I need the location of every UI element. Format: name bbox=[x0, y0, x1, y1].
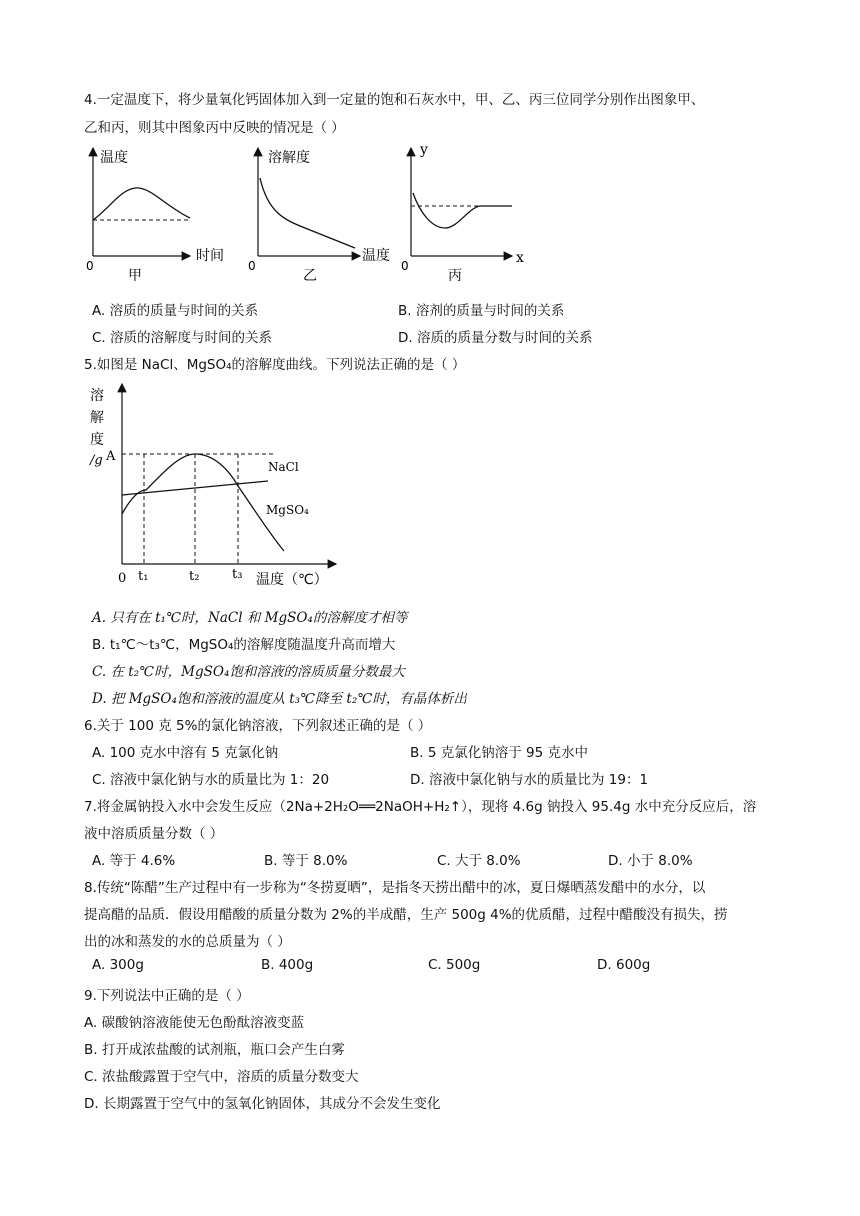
q5-option-b[interactable]: B. t₁℃～t₃℃，MgSO₄的溶解度随温度升高而增大 bbox=[92, 637, 396, 653]
q4-option-b[interactable]: B. 溶剂的质量与时间的关系 bbox=[398, 303, 565, 319]
jia-origin: 0 bbox=[86, 259, 94, 273]
q9-option-c[interactable]: C. 浓盐酸露置于空气中，溶质的质量分数变大 bbox=[84, 1069, 359, 1085]
q6-option-d[interactable]: D. 溶液中氯化钠与水的质量比为 19：1 bbox=[410, 772, 649, 788]
q4-stem-line2: 乙和丙，则其中图象丙中反映的情况是（ ） bbox=[84, 120, 345, 136]
y-label-char-1: 溶 bbox=[90, 388, 104, 404]
q8-option-c[interactable]: C. 500g bbox=[428, 957, 481, 973]
q5-option-c[interactable]: C. 在 t₂℃时，MgSO₄饱和溶液的溶质质量分数最大 bbox=[92, 664, 405, 680]
yi-curve bbox=[260, 178, 355, 248]
q7-option-c[interactable]: C. 大于 8.0% bbox=[437, 853, 521, 869]
y-tick-a: A bbox=[106, 449, 116, 464]
q4-stem-line1: 4.一定温度下，将少量氧化钙固体加入到一定量的饱和石灰水中，甲、乙、丙三位同学分别作出图象甲、 bbox=[84, 92, 705, 108]
y-unit: /g bbox=[90, 453, 103, 468]
q9-option-d[interactable]: D. 长期露置于空气中的氢氧化钠固体，其成分不会发生变化 bbox=[84, 1096, 441, 1112]
q9-option-b[interactable]: B. 打开成浓盐酸的试剂瓶，瓶口会产生白雾 bbox=[84, 1042, 345, 1058]
jia-caption: 甲 bbox=[128, 268, 142, 284]
y-label-char-2: 解 bbox=[90, 410, 104, 426]
fig-jia bbox=[86, 148, 224, 284]
jia-curve bbox=[93, 188, 190, 220]
q5-option-a[interactable]: A. 只有在 t₁℃时，NaCl 和 MgSO₄的溶解度才相等 bbox=[92, 610, 408, 626]
q4-option-a[interactable]: A. 溶质的质量与时间的关系 bbox=[92, 303, 259, 319]
fig-bing bbox=[401, 142, 524, 284]
q9-option-a[interactable]: A. 碳酸钠溶液能使无色酚酞溶液变蓝 bbox=[84, 1015, 305, 1031]
bing-ylabel: y bbox=[420, 142, 428, 158]
series-label-nacl: NaCl bbox=[268, 460, 299, 474]
q5-solubility-chart bbox=[84, 378, 344, 592]
mgso4-curve bbox=[122, 454, 284, 551]
jia-ylabel: 温度 bbox=[100, 150, 128, 166]
q6-option-c[interactable]: C. 溶液中氯化钠与水的质量比为 1：20 bbox=[92, 772, 330, 788]
q4-figures bbox=[80, 138, 540, 288]
q4-option-c[interactable]: C. 溶质的溶解度与时间的关系 bbox=[92, 330, 273, 346]
x-tick-t3: t₃ bbox=[232, 567, 243, 582]
yi-caption: 乙 bbox=[303, 268, 317, 284]
q5-stem: 5.如图是 NaCl、MgSO₄的溶解度曲线。下列说法正确的是（ ） bbox=[84, 357, 466, 373]
q4-option-d[interactable]: D. 溶质的质量分数与时间的关系 bbox=[398, 330, 593, 346]
jia-xlabel: 时间 bbox=[196, 248, 224, 264]
q6-option-b[interactable]: B. 5 克氯化钠溶于 95 克水中 bbox=[410, 745, 588, 761]
q6-option-a[interactable]: A. 100 克水中溶有 5 克氯化钠 bbox=[92, 745, 279, 761]
bing-curve bbox=[413, 193, 512, 228]
q8-option-b[interactable]: B. 400g bbox=[261, 957, 314, 973]
yi-origin: 0 bbox=[248, 259, 256, 273]
q8-option-a[interactable]: A. 300g bbox=[92, 957, 144, 973]
x-tick-t2: t₂ bbox=[189, 569, 200, 584]
x-tick-t1: t₁ bbox=[138, 569, 149, 584]
q7-option-b[interactable]: B. 等于 8.0% bbox=[264, 853, 348, 869]
yi-xlabel: 温度 bbox=[362, 248, 390, 264]
q8-stem-line3: 出的冰和蒸发的水的总质量为（ ） bbox=[84, 934, 291, 950]
q8-stem-line1: 8.传统“陈醋”生产过程中有一步称为“冬捞夏晒”，是指冬天捞出醋中的冰，夏日爆晒蒸发醋中的水分，以 bbox=[84, 880, 706, 896]
q7-stem-line1: 7.将金属钠投入水中会发生反应（2Na+2H₂O══2NaOH+H₂↑），现将 4.6g 钠投入 95.4g 水中充分反应后，溶 bbox=[84, 799, 757, 815]
q7-option-a[interactable]: A. 等于 4.6% bbox=[92, 853, 176, 869]
q8-option-d[interactable]: D. 600g bbox=[597, 957, 651, 973]
q9-stem: 9.下列说法中正确的是（ ） bbox=[84, 988, 250, 1004]
q8-stem-line2: 提高醋的品质．假设用醋酸的质量分数为 2%的半成醋，生产 500g 4%的优质醋，过程中醋酸没有损失，捞 bbox=[84, 907, 728, 923]
y-label-char-3: 度 bbox=[90, 432, 104, 448]
q7-option-d[interactable]: D. 小于 8.0% bbox=[608, 853, 693, 869]
origin: 0 bbox=[118, 571, 127, 586]
q5-option-d[interactable]: D. 把 MgSO₄饱和溶液的温度从 t₃℃降至 t₂℃时，有晶体析出 bbox=[92, 691, 467, 707]
x-label: 温度（℃） bbox=[256, 572, 328, 588]
bing-caption: 丙 bbox=[448, 268, 462, 284]
series-label-mgso4: MgSO₄ bbox=[266, 503, 309, 517]
fig-yi bbox=[248, 148, 390, 284]
q6-stem: 6.关于 100 克 5%的氯化钠溶液，下列叙述正确的是（ ） bbox=[84, 718, 432, 734]
q7-stem-line2: 液中溶质质量分数（ ） bbox=[84, 826, 224, 842]
yi-ylabel: 溶解度 bbox=[268, 150, 310, 166]
bing-origin: 0 bbox=[401, 259, 409, 273]
bing-xlabel: x bbox=[516, 250, 524, 266]
